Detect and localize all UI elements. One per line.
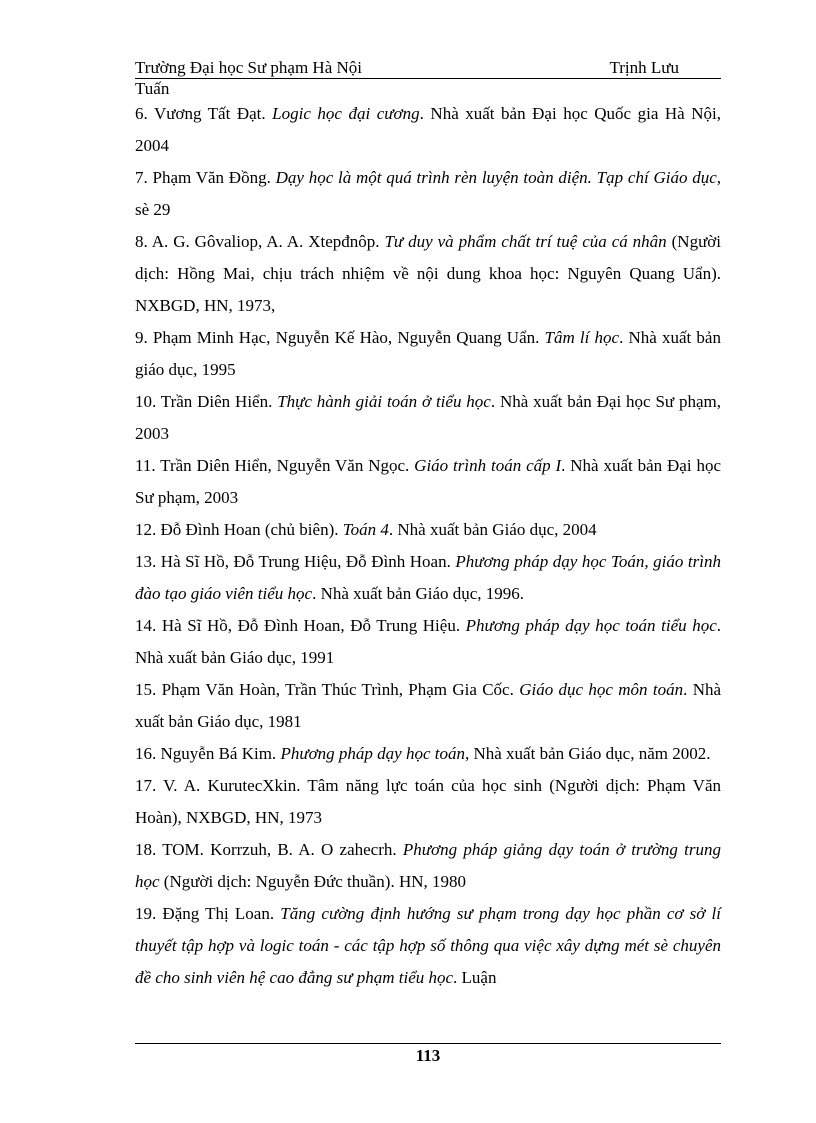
reference-list xyxy=(135,98,721,994)
header-author-name: Trịnh Lưu xyxy=(609,58,679,77)
reference-pre-text: 11. Trần Diên Hiển, Nguyễn Văn Ngọc. xyxy=(135,456,415,475)
reference-item xyxy=(135,738,721,770)
reference-pre-text: 14. Hà Sĩ Hồ, Đỗ Đình Hoan, Đỗ Trung Hiệu. xyxy=(135,616,466,635)
header-author-name-continued: Tuấn xyxy=(135,79,170,98)
reference-italic-text: Logic học đại cương xyxy=(272,104,420,123)
reference-pre-text: 6. Vương Tất Đạt. xyxy=(135,104,273,123)
reference-post-text: (Người dịch: Hồng Mai, chịu trách nhiệm về nội dung khoa học: Nguyên Quang Uẩn). NXBGD, HN, 1973, xyxy=(135,232,721,315)
reference-post-text: . Nhà xuất bản Giáo dục, 2004 xyxy=(388,520,597,539)
reference-item xyxy=(135,546,721,610)
reference-item xyxy=(135,770,721,834)
reference-post-text: . Luận xyxy=(453,968,497,987)
reference-italic-text: Phương pháp dạy học toán xyxy=(280,744,465,763)
page-header xyxy=(135,58,721,78)
reference-post-text: . Nhà xuất bản Giáo dục, 1996. xyxy=(312,584,525,603)
reference-pre-text: 10. Trần Diên Hiển. xyxy=(135,392,278,411)
page-number: 113 xyxy=(415,1046,441,1065)
reference-post-text: . Nhà xuất bản Giáo dục, 1981 xyxy=(135,680,722,731)
reference-italic-text: Phương pháp dạy học Toán, giáo trình đào tạo giáo viên tiểu học xyxy=(135,552,721,603)
reference-pre-text: 18. TOM. Korrzuh, B. A. O zahecrh. xyxy=(135,840,403,859)
reference-pre-text: 17. V. A. KurutecXkin. Tâm năng lực toán của học sinh (Người dịch: Phạm Văn Hoàn), NXBGD, HN, 1973 xyxy=(135,776,721,827)
reference-item xyxy=(135,98,721,162)
reference-italic-text: Phương pháp giảng dạy toán ở trường trung học xyxy=(135,840,721,891)
reference-item xyxy=(135,226,721,322)
reference-italic-text: Phương pháp dạy học toán tiểu học xyxy=(465,616,717,635)
reference-italic-text: Tăng cường định hướng sư phạm trong dạy học phần cơ sở lí thuyết tập hợp và logic toán - các tập hợp số thông qua việc xây dựng mét sè chuyên đề cho sinh viên hệ cao đẳng sư phạm tiểu học xyxy=(135,904,721,987)
reference-item xyxy=(135,834,721,898)
reference-italic-text: Tư duy và phẩm chất trí tuệ của cá nhân xyxy=(384,232,667,251)
reference-post-text: , sè 29 xyxy=(135,168,722,219)
reference-item xyxy=(135,674,721,738)
reference-pre-text: 9. Phạm Minh Hạc, Nguyễn Kế Hào, Nguyễn Quang Uẩn. xyxy=(135,328,545,347)
reference-pre-text: 12. Đỗ Đình Hoan (chủ biên). xyxy=(135,520,343,539)
reference-post-text: . Nhà xuất bản Đại học Quốc gia Hà Nội, 2004 xyxy=(135,104,722,155)
reference-post-text: . Nhà xuất bản Đại học Sư phạm, 2003 xyxy=(135,392,721,443)
reference-post-text: . Nhà xuất bản giáo dục, 1995 xyxy=(135,328,721,379)
reference-item xyxy=(135,386,721,450)
reference-pre-text: 15. Phạm Văn Hoàn, Trần Thúc Trình, Phạm Gia Cốc. xyxy=(135,680,520,699)
reference-italic-text: Toán 4 xyxy=(342,520,389,539)
reference-item xyxy=(135,322,721,386)
reference-post-text: . Nhà xuất bản Đại học Sư phạm, 2003 xyxy=(135,456,721,507)
reference-item xyxy=(135,162,721,226)
reference-post-text: , Nhà xuất bản Giáo dục, năm 2002. xyxy=(464,744,711,763)
reference-pre-text: 7. Phạm Văn Đồng. xyxy=(135,168,276,187)
reference-italic-text: Dạy học là một quá trình rèn luyện toàn diện. Tạp chí Giáo dục xyxy=(275,168,717,187)
footer-rule xyxy=(135,1043,721,1044)
reference-italic-text: Tâm lí học xyxy=(544,328,620,347)
reference-item xyxy=(135,898,721,994)
reference-pre-text: 16. Nguyễn Bá Kim. xyxy=(135,744,281,763)
reference-italic-text: Giáo dục học môn toán xyxy=(519,680,684,699)
reference-item xyxy=(135,514,721,546)
reference-pre-text: 8. A. G. Gôvaliop, A. A. Xtepđnôp. xyxy=(135,232,385,251)
reference-italic-text: Giáo trình toán cấp I xyxy=(414,456,562,475)
reference-post-text: . Nhà xuất bản Giáo dục, 1991 xyxy=(135,616,721,667)
reference-italic-text: Thực hành giải toán ở tiểu học xyxy=(277,392,491,411)
reference-post-text: (Người dịch: Nguyễn Đức thuần). HN, 1980 xyxy=(159,872,466,891)
reference-item xyxy=(135,610,721,674)
header-school-name: Trường Đại học Sư phạm Hà Nội xyxy=(135,58,363,77)
reference-pre-text: 19. Đặng Thị Loan. xyxy=(135,904,281,923)
reference-pre-text: 13. Hà Sĩ Hồ, Đỗ Trung Hiệu, Đỗ Đình Hoan. xyxy=(135,552,456,571)
header-rule xyxy=(135,78,721,79)
reference-item xyxy=(135,450,721,514)
